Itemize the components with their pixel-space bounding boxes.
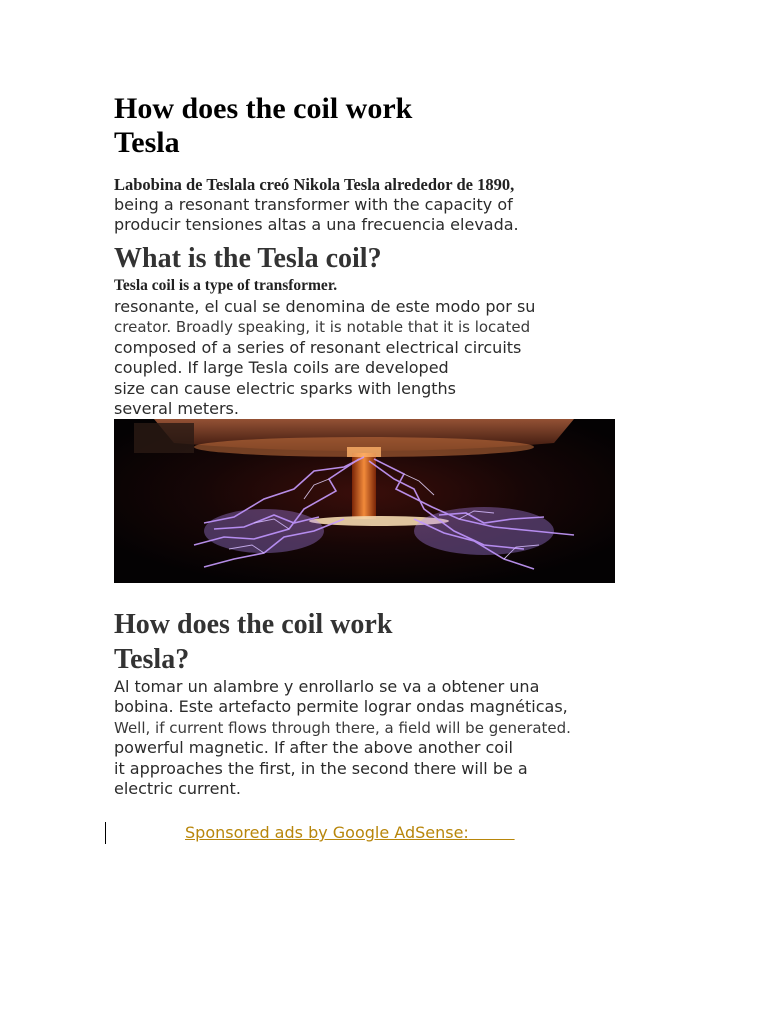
sponsored-ads-underline-tail [469,823,515,842]
what-is-line-3: composed of a series of resonant electrical circuits [114,337,522,357]
intro-line-2: producir tensiones altas a una frecuencia elevada. [114,215,519,235]
how-works-line-2: bobina. Este artefacto permite lograr ondas magnéticas, [114,697,568,717]
sponsored-ads-link[interactable] [185,823,584,843]
what-is-line-1: resonante, el cual se denomina de este modo por su [114,297,536,316]
tesla-coil-photo [114,419,615,583]
intro-line-1: being a resonant transformer with the capacity of [114,195,513,214]
how-works-line-5: it approaches the first, in the second there will be a [114,758,528,778]
what-is-lead: Tesla coil is a type of transformer. [114,277,338,294]
what-is-line-6: several meters. [114,399,239,419]
heading-how-works-line1: How does the coil work [114,609,393,640]
heading-coil-work-line1: How does the coil work [114,92,413,125]
how-works-line-1: Al tomar un alambre y enrollarlo se va a obtener una [114,677,540,696]
what-is-line-2: creator. Broadly speaking, it is notable that it is located [114,318,531,337]
how-works-line-3: Well, if current flows through there, a field will be generated. [114,718,571,737]
tesla-coil-photo-illustration [114,419,615,583]
sponsored-ads-label: Sponsored ads by Google AdSense: [185,823,469,842]
section-how-works [114,607,654,799]
text-cursor-bar [105,822,106,844]
what-is-line-4: coupled. If large Tesla coils are developed [114,358,449,378]
what-is-line-5: size can cause electric sparks with lengths [114,378,456,398]
section-what-is [114,243,634,419]
how-works-line-4: powerful magnetic. If after the above another coil [114,738,513,758]
how-works-line-6: electric current. [114,779,241,799]
heading-coil-work-line2: Tesla [114,126,180,159]
heading-what-is-tesla-coil: What is the Tesla coil? [114,243,382,274]
intro-lead: Labobina de Teslala creó Nikola Tesla alrededor de 1890, [114,175,515,194]
heading-how-works-line2: Tesla? [114,644,190,675]
section-coil-work [114,92,634,236]
